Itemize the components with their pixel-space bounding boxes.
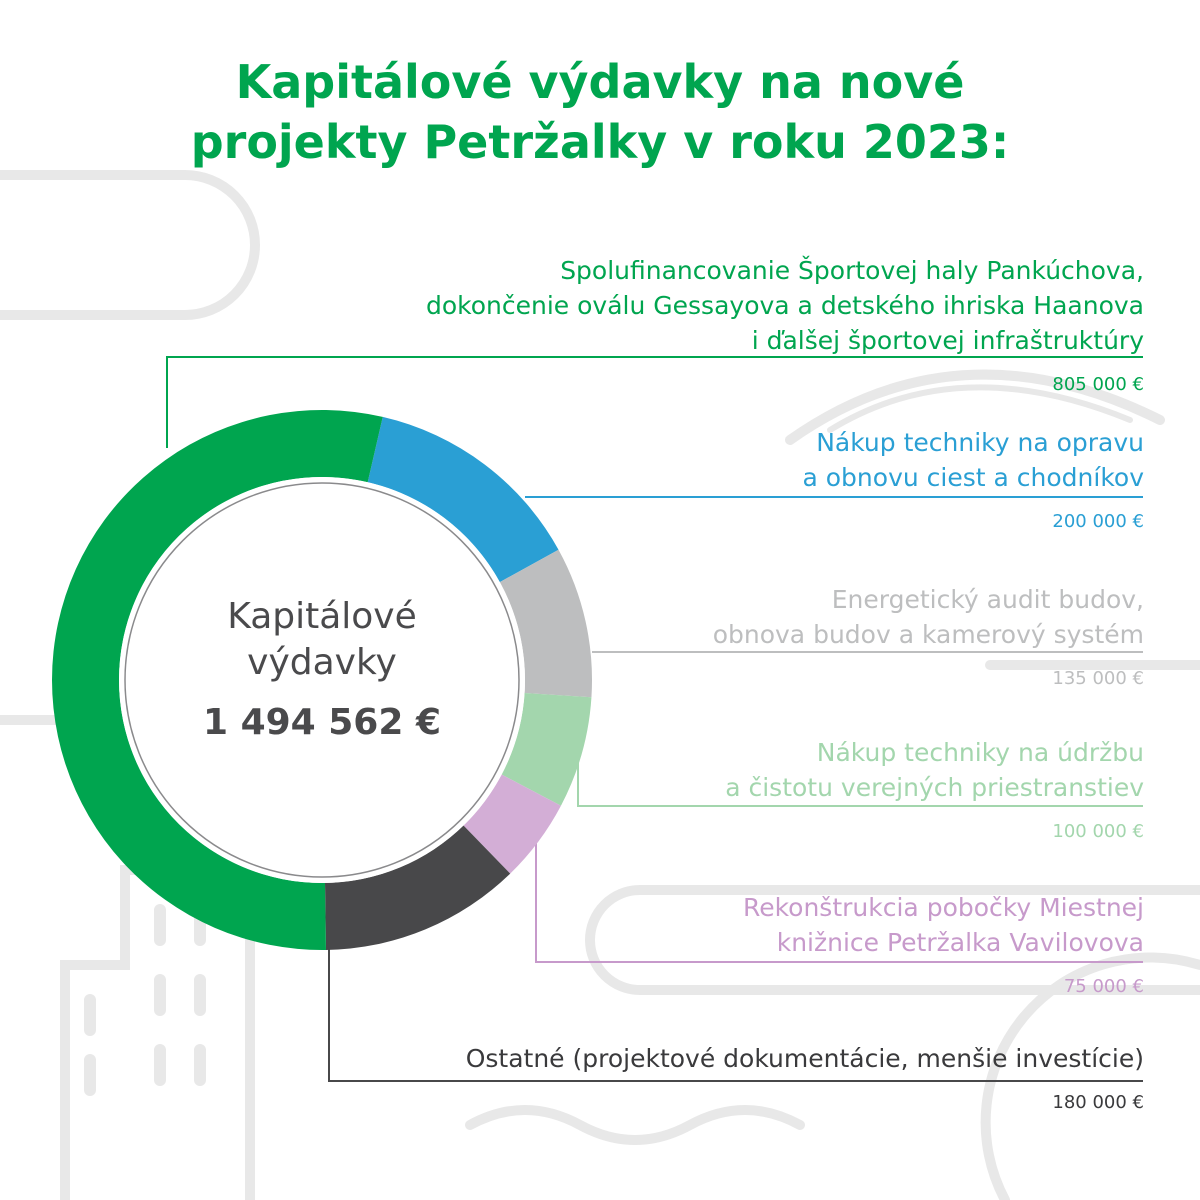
- segment-name-cleaning-line-2: a čistotu verejných priestranstiev: [725, 773, 1144, 802]
- segment-name-roads-line-2: a obnovu ciest a chodníkov: [802, 463, 1144, 492]
- center-label: [122, 594, 522, 686]
- segment-label-other: [466, 1041, 1144, 1114]
- segment-name-library-line-2: knižnice Petržalka Vavilovova: [776, 928, 1144, 957]
- segment-name-library-line-1: Rekonštrukcia pobočky Miestnej: [742, 893, 1144, 922]
- segment-name-energy-line-2: obnova budov a kamerový systém: [712, 620, 1144, 649]
- segment-name-sport-line-3: i ďalšej športovej infraštruktúry: [751, 326, 1144, 355]
- segment-name-energy-line-1: Energetický audit budov,: [831, 585, 1144, 614]
- segment-name-other-line-1: Ostatné (projektové dokumentácie, menšie investície): [465, 1044, 1144, 1073]
- segment-label-cleaning: [725, 735, 1144, 843]
- segment-value-sport: 805 000 €: [1052, 374, 1144, 395]
- segment-label-energy: [713, 582, 1144, 690]
- segment-name-sport-line-2: dokončenie oválu Gessayova a detského ihriska Haanova: [426, 291, 1144, 320]
- segment-value-library: 75 000 €: [1063, 976, 1144, 997]
- segment-label-library: [743, 890, 1144, 998]
- center-label-line-1: Kapitálové: [227, 596, 417, 637]
- segment-name-roads-line-1: Nákup techniky na opravu: [816, 428, 1144, 457]
- segment-value-other: 180 000 €: [1052, 1092, 1144, 1113]
- page-title-line-2: projekty Petržalky v roku 2023:: [190, 115, 1010, 169]
- segment-value-cleaning: 100 000 €: [1052, 821, 1144, 842]
- center-total: 1 494 562 €: [203, 702, 441, 743]
- segment-name-sport-line-1: Spolufinancovanie Športovej haly Pankúchova,: [560, 256, 1144, 285]
- segment-value-roads: 200 000 €: [1052, 511, 1144, 532]
- segment-label-roads: [803, 425, 1145, 533]
- segment-name-cleaning-line-1: Nákup techniky na údržbu: [816, 738, 1144, 767]
- page-title-line-1: Kapitálové výdavky na nové: [235, 55, 965, 109]
- segment-value-energy: 135 000 €: [1052, 668, 1144, 689]
- center-label-line-2: výdavky: [247, 642, 397, 683]
- segment-label-sport: [426, 253, 1144, 396]
